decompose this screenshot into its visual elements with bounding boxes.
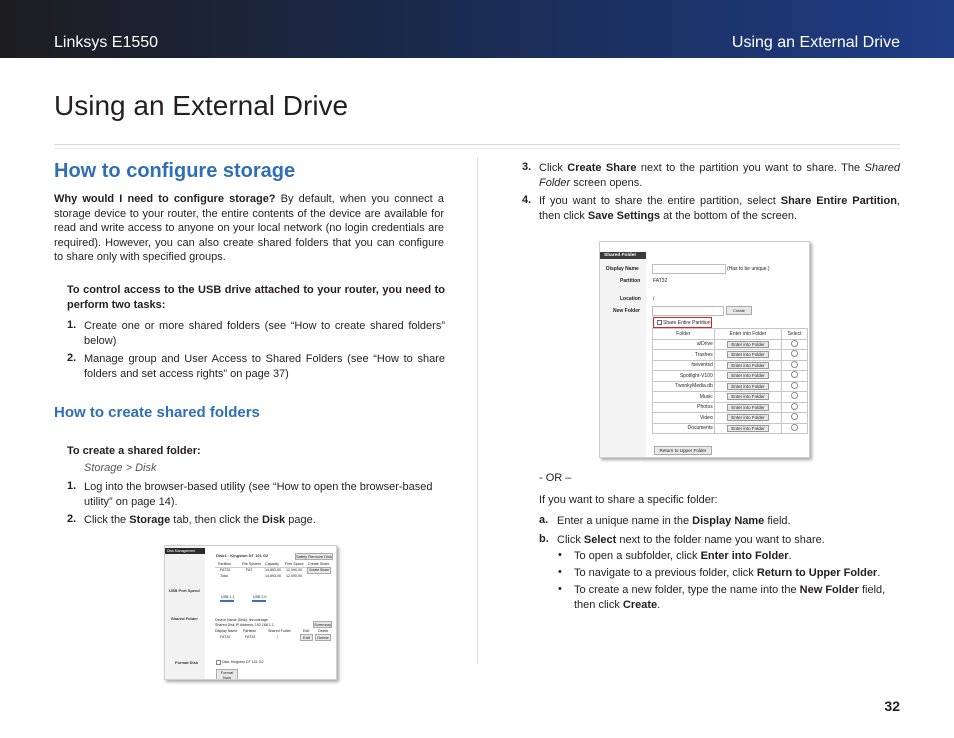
new-folder-input[interactable] xyxy=(652,306,724,316)
shared-folder-screenshot xyxy=(599,241,810,458)
bullet-icon: • xyxy=(558,583,562,595)
bullet-text-part: . xyxy=(657,598,661,611)
folder-row xyxy=(653,402,808,413)
step-text xyxy=(539,194,900,223)
navigation-path: Storage > Disk xyxy=(84,462,157,474)
enter-folder-button[interactable]: Enter into Folder xyxy=(727,341,768,348)
step-text-part: Click xyxy=(539,162,568,174)
col-header: Create Share xyxy=(308,562,330,566)
server-ip: Shared Disk IP Address: 192.168.1.1 xyxy=(215,623,274,627)
enter-folder-button[interactable]: Enter into Folder xyxy=(727,414,768,421)
task-text: Manage group and User Access to Shared Folders (see “How to share folders and set access rights” on page 37) xyxy=(84,353,445,380)
select-radio[interactable] xyxy=(791,371,798,378)
cell: 12,090.00 xyxy=(286,568,302,572)
control-intro: To control access to the USB drive attached to your router, you need to perform two tasks: xyxy=(67,284,445,311)
specific-folder-text: If you want to share a specific folder: xyxy=(539,494,718,506)
substep-text-part: Click xyxy=(557,534,584,546)
usb20-marker xyxy=(252,600,266,602)
bullet-text-part: To navigate to a previous folder, click xyxy=(574,567,757,579)
format-disk-name: Disk: Kingston DT 101 G2 xyxy=(222,660,264,664)
folder-row xyxy=(653,423,808,434)
cell: FAT32 xyxy=(220,635,231,639)
folder-name: a/Drive xyxy=(653,339,715,350)
col-folder: Folder xyxy=(653,329,715,340)
folder-name: TwonkyMedia.db xyxy=(653,381,715,392)
enter-folder-button[interactable]: Enter into Folder xyxy=(727,372,768,379)
step-text xyxy=(84,513,445,528)
share-entire-checkbox[interactable] xyxy=(657,320,662,325)
return-upper-folder-term: Return to Upper Folder xyxy=(756,567,878,579)
select-radio[interactable] xyxy=(791,340,798,347)
device-name: Device Name (Disk): linrouterage xyxy=(215,618,268,622)
enter-folder-button[interactable]: Enter into Folder xyxy=(727,351,768,358)
step-text-part: at the bottom of the screen. xyxy=(660,209,798,222)
folder-row xyxy=(653,413,808,424)
col-header: Partition xyxy=(243,629,257,633)
partition-value: FAT32 xyxy=(653,278,668,284)
enter-folder-button[interactable]: Enter into Folder xyxy=(727,362,768,369)
safely-remove-button[interactable]: Safely Remove Disk xyxy=(296,554,333,559)
cell: 12,090.00 xyxy=(286,574,302,578)
display-name-hint: (Has to be unique.) xyxy=(727,266,770,272)
shared-folder-label: Shared Folder xyxy=(171,616,198,621)
disk-management-screenshot xyxy=(164,545,337,680)
title-rule xyxy=(54,144,900,145)
step-text-part: If you want to share the entire partition, select xyxy=(539,195,781,207)
enter-folder-button[interactable]: Enter into Folder xyxy=(727,425,768,432)
folder-name: Music xyxy=(653,392,715,403)
folder-row xyxy=(653,360,808,371)
col-header: Partition xyxy=(218,562,232,566)
col-header: Free Space xyxy=(285,562,304,566)
page-number: 32 xyxy=(884,698,900,714)
step-text-part: , then click xyxy=(539,195,900,222)
bullet-icon: • xyxy=(558,566,562,578)
subsection-heading: How to create shared folders xyxy=(54,404,260,421)
bullet-text xyxy=(574,566,900,581)
display-name-label: Display Name xyxy=(606,266,639,272)
cell: 14,893.00 xyxy=(265,568,281,572)
share-entire-label: Share Entire Partition xyxy=(663,320,711,326)
select-term: Select xyxy=(583,534,617,546)
col-header: Edit xyxy=(303,629,310,633)
substep-text xyxy=(557,514,900,529)
select-radio[interactable] xyxy=(791,424,798,431)
delete-button[interactable]: Delete xyxy=(315,634,331,641)
usb20-option[interactable]: USB 2.0 xyxy=(253,595,267,599)
substep-text-part: Enter a unique name in the xyxy=(557,515,693,527)
folder-row xyxy=(653,350,808,361)
cell: / xyxy=(277,635,278,639)
step-text-part: page. xyxy=(285,514,316,526)
step-number: 3. xyxy=(522,161,532,173)
folder-name: Trashes xyxy=(653,350,715,361)
folder-row xyxy=(653,339,808,350)
return-upper-folder-button[interactable]: Return to Upper Folder xyxy=(654,446,712,455)
task-number: 2. xyxy=(67,352,77,364)
create-button[interactable]: Create xyxy=(726,306,752,315)
enter-folder-button[interactable]: Enter into Folder xyxy=(727,404,768,411)
page-title: Using an External Drive xyxy=(54,90,349,121)
disk-term: Disk xyxy=(261,514,286,526)
folder-table xyxy=(652,328,808,434)
select-radio[interactable] xyxy=(791,361,798,368)
substep-text xyxy=(557,533,900,548)
usb-port-speed-label: USB Port Speed xyxy=(169,588,200,593)
title-rule-secondary xyxy=(54,148,900,149)
format-now-button[interactable]: Format Now xyxy=(216,669,238,680)
step-text: Log into the browser-based utility (see “How to open the browser-based utility” on page 14). xyxy=(84,481,433,508)
bullet-text-part: To create a new folder, type the name into the xyxy=(574,584,800,596)
bullet-text-part: . xyxy=(788,550,792,562)
folder-name: Documents xyxy=(653,423,715,434)
display-name-term: Display Name xyxy=(692,515,765,527)
enter-folder-button[interactable]: Enter into Folder xyxy=(727,393,768,400)
usb11-option[interactable]: USB 1.1 xyxy=(221,595,235,599)
edit-button[interactable]: Edit xyxy=(300,634,313,641)
summary-button[interactable]: Summary xyxy=(314,622,332,627)
enter-into-folder-term: Enter into Folder xyxy=(700,550,789,562)
bullet-text-part: field, then click xyxy=(574,584,886,611)
sidebar-panel xyxy=(600,259,646,457)
create-share-button[interactable]: Create Share xyxy=(308,568,330,572)
save-settings-term: Save Settings xyxy=(587,209,661,222)
bullet-text-part: . xyxy=(877,567,881,579)
step-text-part: Click the xyxy=(84,514,130,526)
step-text-part: tab, then click the xyxy=(170,514,262,526)
bullet-text xyxy=(574,549,900,564)
disk-management-title: Disk Management xyxy=(167,549,196,553)
step-number: 2. xyxy=(67,513,77,525)
enter-folder-button[interactable]: Enter into Folder xyxy=(727,383,768,390)
step-number: 1. xyxy=(67,480,77,492)
select-radio[interactable] xyxy=(791,350,798,357)
shared-folder-tab-label: Shared Folder xyxy=(604,253,637,258)
substep-letter: b. xyxy=(539,533,549,545)
col-enter: Enter into Folder xyxy=(714,329,781,340)
folder-name: Photos xyxy=(653,402,715,413)
substep-letter: a. xyxy=(539,514,549,526)
cell: FAT xyxy=(246,568,253,572)
select-radio[interactable] xyxy=(791,403,798,410)
task-number: 1. xyxy=(67,319,77,331)
cell: Total xyxy=(220,574,228,578)
partition-label: Partition xyxy=(620,278,641,284)
new-folder-term: New Folder xyxy=(799,584,859,596)
select-radio[interactable] xyxy=(791,413,798,420)
folder-name: Video xyxy=(653,413,715,424)
intro-question: Why would I need to configure storage? xyxy=(54,193,276,205)
cell: FAT32 xyxy=(245,635,256,639)
folder-row xyxy=(653,381,808,392)
step-text-part: next to the partition you want to share. The xyxy=(636,162,865,174)
usb11-marker xyxy=(220,600,234,602)
task-text: Create one or more shared folders (see “How to create shared folders” below) xyxy=(84,320,445,347)
select-radio[interactable] xyxy=(791,392,798,399)
col-header: File System xyxy=(242,562,261,566)
header-chapter: Using an External Drive xyxy=(731,34,900,51)
select-radio[interactable] xyxy=(791,382,798,389)
disk-label: Disk1 : Kingston DT 101 G2 xyxy=(216,553,269,558)
col-header: Capacity xyxy=(265,562,279,566)
display-name-input[interactable] xyxy=(652,264,726,274)
share-entire-term: Share Entire Partition xyxy=(780,195,897,207)
cell: FAT32 xyxy=(220,568,231,572)
new-folder-label: New Folder xyxy=(613,308,640,314)
substep-text-part: field. xyxy=(764,515,791,527)
create-share-term: Create Share xyxy=(567,162,637,174)
col-header: Shared Folder xyxy=(268,629,291,633)
step-number: 4. xyxy=(522,194,532,206)
or-separator: - OR – xyxy=(539,472,572,484)
substep-text-part: next to the folder name you want to share. xyxy=(616,534,825,546)
create-term: Create xyxy=(622,598,658,611)
procedure-intro: To create a shared folder: xyxy=(67,445,201,457)
folder-name: Spotlight-V100 xyxy=(653,371,715,382)
bullet-text xyxy=(574,583,900,612)
folder-row xyxy=(653,392,808,403)
page-header xyxy=(0,0,954,58)
intro-text: By default, when you connect a storage device to your router, the entire contents of the device are available for read and write access to anyone on your local network (no login credentials are required). However, you can also create shared folders that you can configure to share only with specified groups. xyxy=(54,193,444,263)
cell: 14,893.00 xyxy=(265,574,281,578)
header-product: Linksys E1550 xyxy=(54,34,159,51)
col-header: Delete xyxy=(318,629,329,633)
format-checkbox[interactable] xyxy=(216,660,221,665)
format-disk-label: Format Disk xyxy=(175,660,199,665)
folder-row xyxy=(653,371,808,382)
step-text xyxy=(539,161,900,190)
bullet-text-part: To open a subfolder, click xyxy=(574,550,701,562)
folder-name: fseventsd xyxy=(653,360,715,371)
col-header: Display Name xyxy=(215,629,238,633)
section-heading: How to configure storage xyxy=(54,160,296,182)
location-value: / xyxy=(653,296,655,302)
bullet-icon: • xyxy=(558,549,562,561)
shared-folder-term: Shared Folder xyxy=(539,162,900,189)
intro-paragraph xyxy=(54,192,444,265)
step-text-part: screen opens. xyxy=(570,176,643,189)
location-label: Location xyxy=(620,296,641,302)
storage-term: Storage xyxy=(129,514,171,526)
col-select: Select xyxy=(782,329,808,340)
column-divider xyxy=(477,158,478,664)
